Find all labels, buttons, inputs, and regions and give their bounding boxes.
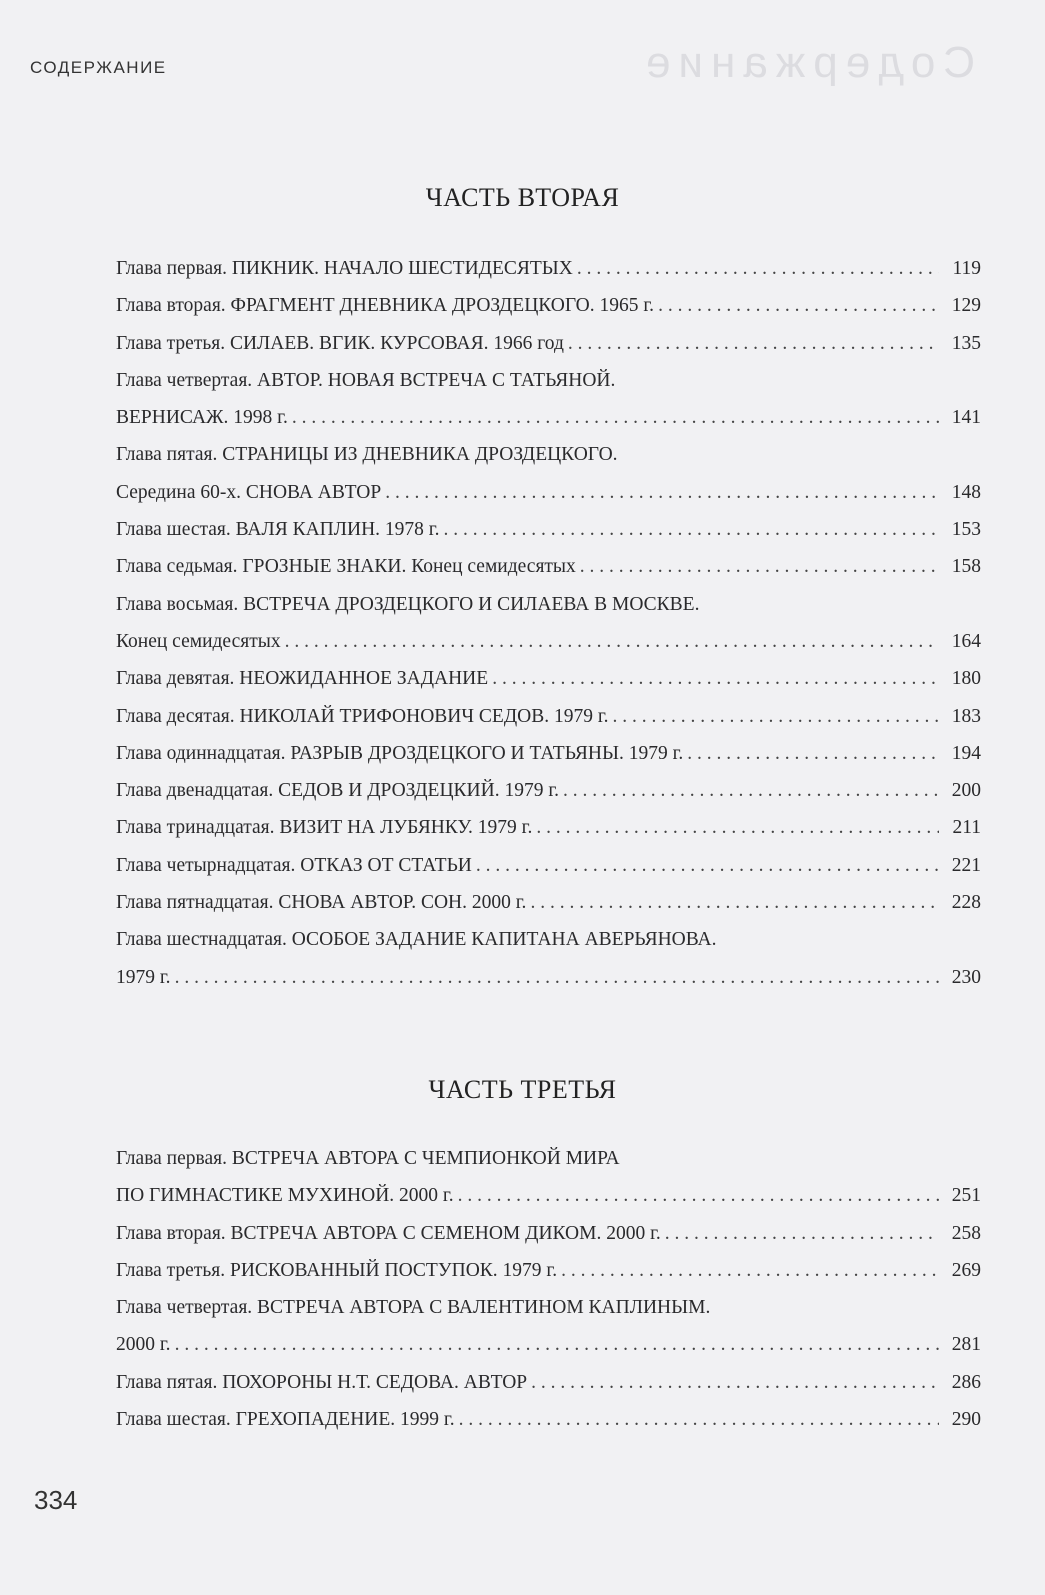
toc-entry-title: 1979 г. xyxy=(116,966,171,988)
toc-entry-page: 119 xyxy=(952,258,981,279)
dot-leader xyxy=(476,855,939,877)
toc-entry-page: 194 xyxy=(951,742,981,764)
part-three-title: ЧАСТЬ ТРЕТЬЯ xyxy=(428,1075,617,1104)
toc-entry-page: 183 xyxy=(951,705,981,727)
toc-entry-title: Глава четвертая. ВСТРЕЧА АВТОРА С ВАЛЕНТИНОМ КАПЛИНЫМ. xyxy=(116,1297,711,1319)
toc-entry xyxy=(116,594,981,631)
toc-entry xyxy=(116,482,981,519)
toc-entry-page: 258 xyxy=(951,1222,981,1244)
toc-entry xyxy=(116,333,981,370)
dot-leader xyxy=(561,1260,939,1282)
toc-entry-page: 286 xyxy=(951,1371,981,1393)
dot-leader xyxy=(536,817,939,839)
toc-entry xyxy=(116,817,981,854)
toc-entry xyxy=(116,706,981,743)
toc-entry-page: 129 xyxy=(951,295,981,317)
toc-entry-title: Глава двенадцатая. СЕДОВ И ДРОЗДЕЦКИЙ. 1979 г. xyxy=(116,780,560,802)
toc-entry-title: Глава тринадцатая. ВИЗИТ НА ЛУБЯНКУ. 1979 г. xyxy=(116,817,533,839)
toc-entry xyxy=(116,1409,981,1446)
dot-leader xyxy=(385,482,939,504)
running-head: СОДЕРЖАНИЕ xyxy=(30,58,167,77)
toc-entry-title: Середина 60-х. СНОВА АВТОР xyxy=(116,481,382,503)
toc-entry-title: Глава девятая. НЕОЖИДАННОЕ ЗАДАНИЕ xyxy=(116,668,489,690)
toc-entry xyxy=(116,1185,981,1222)
toc-entry-page: 230 xyxy=(951,966,981,988)
toc-entry-title: Конец семидесятых xyxy=(116,630,281,652)
dot-leader xyxy=(175,1334,939,1356)
toc-entry-title: Глава первая. ПИКНИК. НАЧАЛО ШЕСТИДЕСЯТЫХ xyxy=(116,258,573,279)
toc-entry-page: 180 xyxy=(951,668,981,690)
toc-entry xyxy=(116,1334,981,1371)
toc-entry-title: Глава седьмая. ГРОЗНЫЕ ЗНАКИ. Конец семидесятых xyxy=(116,556,576,578)
toc-entry-title: ВЕРНИСАЖ. 1998 г. xyxy=(116,407,288,429)
toc-entry xyxy=(116,1148,981,1185)
toc-entry-title: Глава десятая. НИКОЛАЙ ТРИФОНОВИЧ СЕДОВ. 1979 г. xyxy=(116,705,609,727)
dot-leader xyxy=(443,519,939,541)
toc-entry-title: Глава пятая. СТРАНИЦЫ ИЗ ДНЕВНИКА ДРОЗДЕЦКОГО. xyxy=(116,444,618,466)
dot-leader xyxy=(580,556,939,578)
page-number: 334 xyxy=(34,1485,78,1515)
toc-entry-title: Глава восьмая. ВСТРЕЧА ДРОЗДЕЦКОГО И СИЛАЕВА В МОСКВЕ. xyxy=(116,593,700,615)
toc-entry-page: 228 xyxy=(951,892,981,914)
toc-entry-page: 281 xyxy=(951,1334,981,1356)
dot-leader xyxy=(531,1372,939,1394)
dot-leader xyxy=(175,967,939,989)
show-through-title: Содержание xyxy=(637,38,975,87)
toc-entry-page: 158 xyxy=(951,556,981,578)
toc-entry-page: 153 xyxy=(951,519,981,541)
toc-entry xyxy=(116,855,981,892)
toc-entry-page: 164 xyxy=(951,630,981,652)
toc-entry xyxy=(116,519,981,556)
toc-entry-title: Глава одиннадцатая. РАЗРЫВ ДРОЗДЕЦКОГО И ТАТЬЯНЫ. 1979 г. xyxy=(116,742,684,764)
toc-entry-title: Глава третья. РИСКОВАННЫЙ ПОСТУПОК. 1979 г. xyxy=(116,1259,558,1281)
toc-entry-title: ПО ГИМНАСТИКЕ МУХИНОЙ. 2000 г. xyxy=(116,1185,454,1207)
toc-entry xyxy=(116,743,981,780)
toc-entry-title: Глава вторая. ВСТРЕЧА АВТОРА С СЕМЕНОМ ДИКОМ. 2000 г. xyxy=(116,1222,661,1244)
toc-entry xyxy=(116,631,981,668)
toc-entry-title: Глава шестнадцатая. ОСОБОЕ ЗАДАНИЕ КАПИТАНА АВЕРЬЯНОВА. xyxy=(116,929,717,951)
toc-entry-title: Глава пятнадцатая. СНОВА АВТОР. СОН. 2000 г. xyxy=(116,892,527,914)
toc-entry xyxy=(116,1297,981,1334)
toc-entry xyxy=(116,556,981,593)
toc-entry xyxy=(116,295,981,332)
toc-entry-page: 211 xyxy=(952,817,981,839)
dot-leader xyxy=(285,631,939,653)
toc-entry-page: 141 xyxy=(951,407,981,429)
toc-entry-title: Глава шестая. ГРЕХОПАДЕНИЕ. 1999 г. xyxy=(116,1409,455,1431)
toc-entry xyxy=(116,407,981,444)
dot-leader xyxy=(568,333,939,355)
dot-leader xyxy=(665,1223,939,1245)
toc-part-two xyxy=(116,258,981,1004)
toc-entry-page: 200 xyxy=(951,780,981,802)
toc-entry-page: 251 xyxy=(951,1185,981,1207)
toc-entry xyxy=(116,929,981,966)
toc-entry xyxy=(116,1260,981,1297)
dot-leader xyxy=(577,258,939,280)
toc-entry-title: Глава третья. СИЛАЕВ. ВГИК. КУРСОВАЯ. 1966 год xyxy=(116,332,564,354)
dot-leader xyxy=(563,780,939,802)
toc-entry xyxy=(116,1223,981,1260)
toc-entry-page: 135 xyxy=(951,332,981,354)
toc-entry-title: Глава пятая. ПОХОРОНЫ Н.Т. СЕДОВА. АВТОР xyxy=(116,1371,528,1393)
toc-entry xyxy=(116,258,981,295)
toc-entry-title: Глава четырнадцатая. ОТКАЗ ОТ СТАТЬИ xyxy=(116,854,472,876)
toc-entry-page: 290 xyxy=(951,1409,981,1431)
dot-leader xyxy=(292,407,939,429)
toc-entry-title: Глава шестая. ВАЛЯ КАПЛИН. 1978 г. xyxy=(116,519,440,541)
dot-leader xyxy=(530,892,939,914)
part-two-title: ЧАСТЬ ВТОРАЯ xyxy=(425,183,620,212)
dot-leader xyxy=(687,743,939,765)
dot-leader xyxy=(458,1185,939,1207)
toc-part-three xyxy=(116,1148,981,1446)
toc-entry xyxy=(116,780,981,817)
toc-entry xyxy=(116,668,981,705)
toc-entry-page: 269 xyxy=(951,1259,981,1281)
toc-entry-page: 221 xyxy=(951,854,981,876)
dot-leader xyxy=(658,295,939,317)
toc-entry xyxy=(116,892,981,929)
toc-entry-page: 148 xyxy=(951,481,981,503)
dot-leader xyxy=(613,706,939,728)
toc-entry xyxy=(116,967,981,1004)
toc-entry-title: Глава первая. ВСТРЕЧА АВТОРА С ЧЕМПИОНКОЙ МИРА xyxy=(116,1148,620,1169)
toc-entry xyxy=(116,1372,981,1409)
toc-entry-title: 2000 г. xyxy=(116,1334,171,1356)
toc-entry xyxy=(116,370,981,407)
dot-leader xyxy=(492,668,939,690)
toc-entry-title: Глава вторая. ФРАГМЕНТ ДНЕВНИКА ДРОЗДЕЦКОГО. 1965 г. xyxy=(116,295,655,317)
toc-entry xyxy=(116,444,981,481)
dot-leader xyxy=(459,1409,939,1431)
toc-entry-title: Глава четвертая. АВТОР. НОВАЯ ВСТРЕЧА С ТАТЬЯНОЙ. xyxy=(116,369,616,391)
